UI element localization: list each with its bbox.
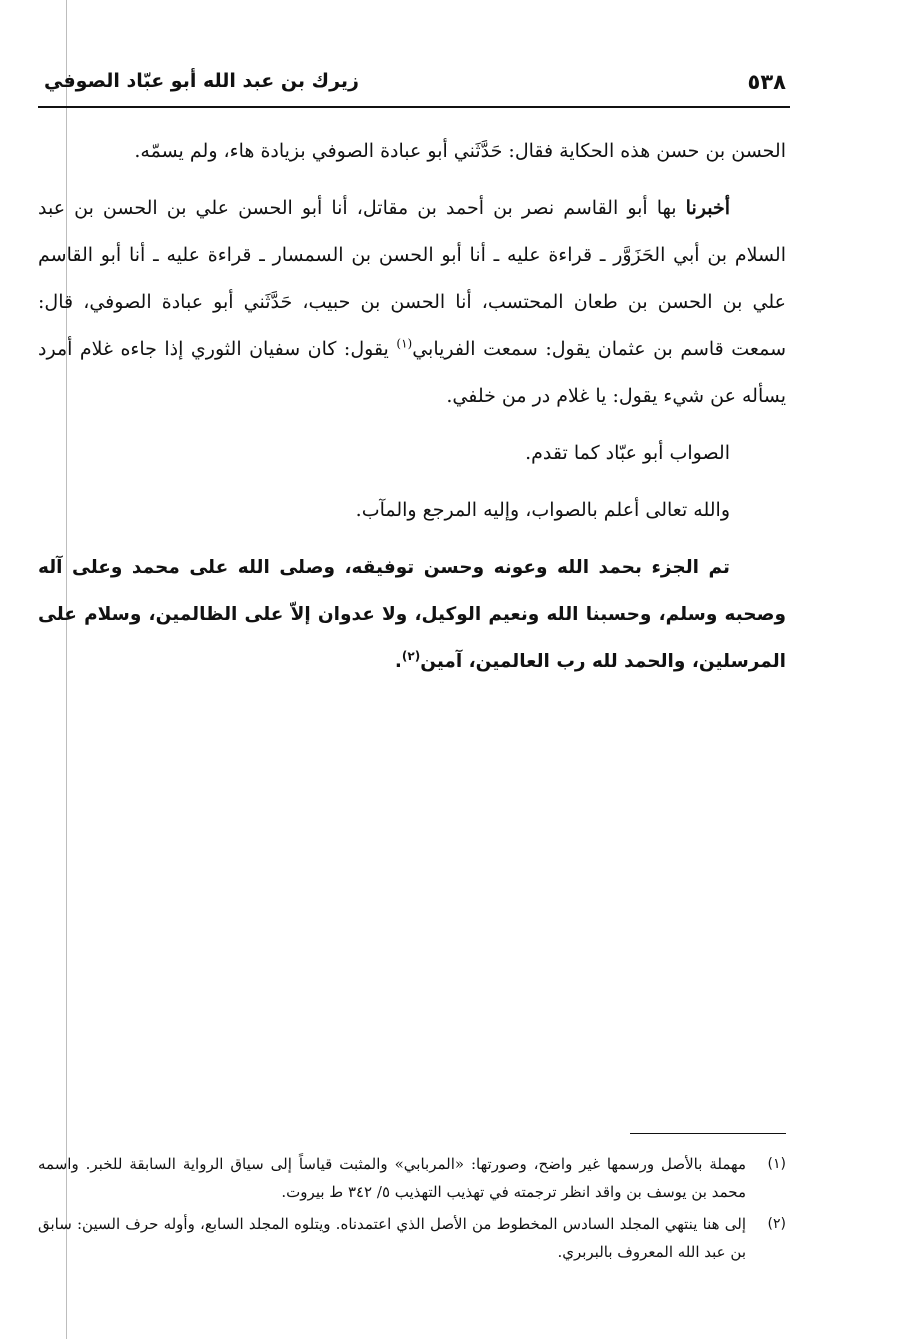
- paragraph-2-lead: أخبرنا: [685, 197, 730, 219]
- footnotes: [38, 1150, 786, 1270]
- main-text: [38, 128, 786, 685]
- paragraph-3-text: الصواب أبو عبّاد كما تقدم.: [525, 442, 730, 464]
- running-title: زيرك بن عبد الله أبو عبّاد الصوفي: [44, 70, 359, 92]
- closing-text: تم الجزء بحمد الله وعونه وحسن توفيقه، وصلى الله على محمد وعلى آله وصحبه وسلم، وحسبنا الله ونعيم الوكيل، ولا عدوان إلاّ على الظالمين، وسلام على المرسلين، والحمد لله رب العالمين، آمين: [38, 557, 786, 672]
- footnote-1-number: (١): [767, 1156, 786, 1172]
- paragraph-2: [38, 185, 786, 420]
- page-number: ٥٣٨: [747, 70, 786, 94]
- paragraph-2-text-a: بها أبو القاسم نصر بن أحمد بن مقاتل، أنا أبو الحسن علي بن الحسن بن عبد السلام بن أبي الحَزَوَّر ـ قراءة عليه ـ أنا أبو الحسن بن السمسار ـ قراءة عليه ـ أنا أبو القاسم علي بن الحسن بن طعان المحتسب، أنا الحسن بن حبيب، حَدَّثَني أبو عبادة الصوفي، قال: سمعت قاسم بن عثمان يقول: سمعت الفريابي: [38, 197, 787, 360]
- footnote-divider: [630, 1133, 786, 1134]
- closing-end: .: [394, 651, 402, 672]
- paragraph-1-text: الحسن بن حسن هذه الحكاية فقال: حَدَّثَني أبو عبادة الصوفي بزيادة هاء، ولم يسمّه.: [134, 140, 786, 162]
- paragraph-3: [38, 430, 786, 477]
- paragraph-4: [38, 487, 786, 534]
- footnote-2-number: (٢): [767, 1216, 786, 1232]
- footnote-2-text: إلى هنا ينتهي المجلد السادس المخطوط من الأصل الذي اعتمدناه. ويتلوه المجلد السابع، وأوله حرف السين: سابق بن عبد الله المعروف بالبربري.: [38, 1215, 746, 1261]
- footnote-1-text: مهملة بالأصل ورسمها غير واضح، وصورتها: «المربابي» والمثبت قياساً إلى سياق الرواية السابقة للخبر. واسمه محمد بن يوسف بن واقد انظر ترجمته في تهذيب التهذيب ٥/ ٣٤٢ ط بيروت.: [38, 1155, 746, 1201]
- paragraph-1: [38, 128, 786, 175]
- header-divider: [38, 106, 790, 108]
- paragraph-2-text-b: يقول: كان سفيان الثوري إذا جاءه غلام أمرد يسأله عن شيء يقول: يا غلام در من خلفي.: [38, 338, 786, 407]
- running-header: [38, 66, 790, 102]
- paragraph-4-text: والله تعالى أعلم بالصواب، وإليه المرجع والمآب.: [355, 499, 730, 521]
- closing-paragraph: [38, 544, 786, 685]
- footnote-1: [38, 1150, 786, 1206]
- footnote-ref-1: (١): [396, 336, 413, 351]
- footnote-2: [38, 1210, 786, 1266]
- footnote-ref-2: (٢): [401, 648, 421, 663]
